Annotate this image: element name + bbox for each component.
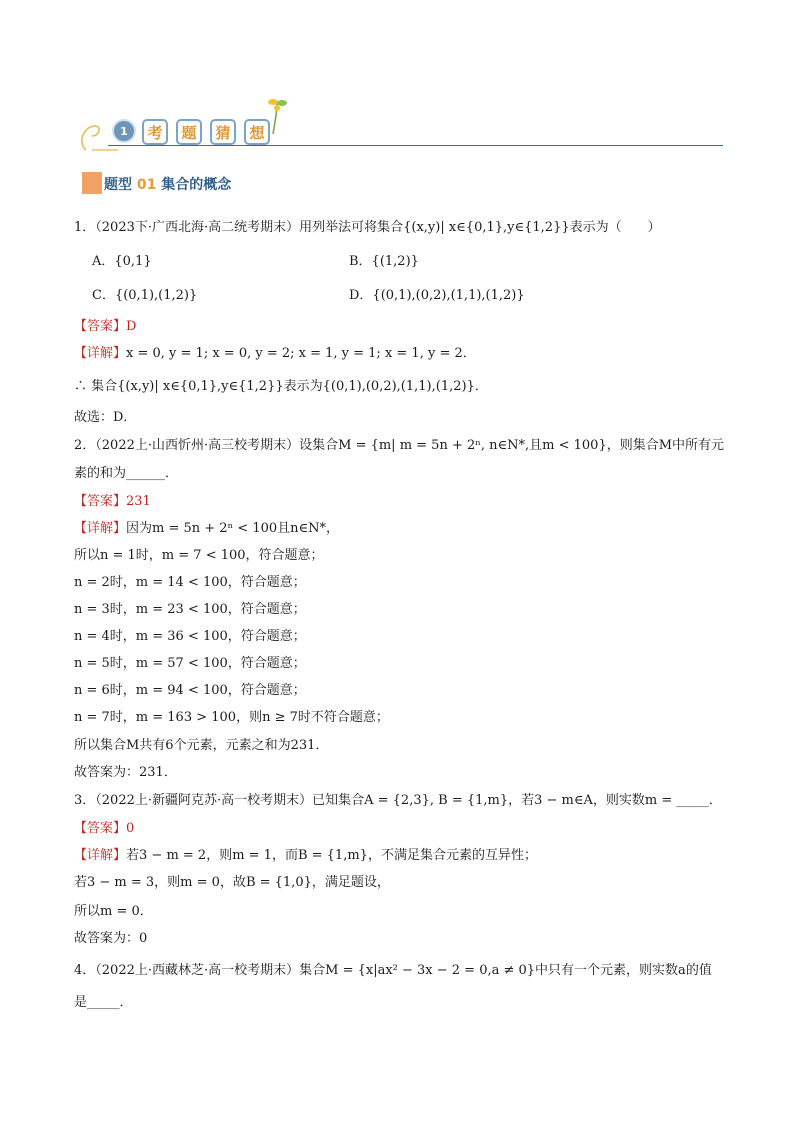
q1-option-c: C．{(0,1),(1,2)} <box>92 288 198 303</box>
section-marker <box>82 172 102 194</box>
detail-text: 若3 − m = 2，则m = 1，而B = {1,m}，不满足集合元素的互异性； <box>126 848 537 863</box>
q2-detail <box>74 520 339 538</box>
q2-line: n = 5时，m = 57 < 100，符合题意； <box>74 656 306 671</box>
q2-line: 所以n = 1时，m = 7 < 100，符合题意； <box>74 548 324 563</box>
detail-tag: 【详解】 <box>74 521 127 536</box>
answer-value: 231 <box>126 494 151 509</box>
q3-stem: 3．（2022上·新疆阿克苏·高一校考期末）已知集合A = {2,3}, B = {1,m}，若3 − m∈A，则实数m = _____． <box>74 793 722 808</box>
q2-line: 故答案为：231． <box>74 765 177 780</box>
detail-text: x = 0, y = 1; x = 0, y = 2; x = 1, y = 1; x = 1, y = 2． <box>126 346 476 361</box>
q1-option-a: A．{0,1} <box>92 254 152 269</box>
q2-line: n = 2时，m = 14 < 100，符合题意； <box>74 575 306 590</box>
q2-line: 所以集合M共有6个元素，元素之和为231． <box>74 738 329 753</box>
q2-stem-line-2: 素的和为______． <box>74 466 179 481</box>
detail-text: 因为m = 5n + 2ⁿ < 100且n∈N*， <box>126 521 340 536</box>
q3-answer <box>74 820 134 838</box>
q4-stem-line-2: 是_____． <box>74 995 133 1010</box>
answer-tag: 【答案】 <box>74 319 127 334</box>
section-title <box>104 174 231 194</box>
banner-tile-1: 考 <box>142 119 168 145</box>
q1-option-b: B．{(1,2)} <box>349 254 419 269</box>
q2-line: n = 6时，m = 94 < 100，符合题意； <box>74 683 306 698</box>
q4-stem-line-1: 4．（2022上·西藏林芝·高一校考期末）集合M = {x|ax² − 3x − 2 = 0,a ≠ 0}中只有一个元素，则实数a的值 <box>74 963 712 978</box>
detail-tag: 【详解】 <box>74 346 127 361</box>
q2-line: n = 4时，m = 36 < 100，符合题意； <box>74 629 306 644</box>
q1-detail-line-3: 故选：D． <box>74 410 137 425</box>
q2-stem-line-1: 2．（2022上·山西忻州·高三校考期末）设集合M = {m| m = 5n + 2ⁿ, n∈N*,且m < 100}，则集合M中所有元 <box>74 438 725 453</box>
answer-tag: 【答案】 <box>74 494 127 509</box>
sprout-icon <box>263 96 293 136</box>
q1-stem: 1．（2023下·广西北海·高二统考期末）用列举法可将集合{(x,y)| x∈{0,1},y∈{1,2}}表示为（ ） <box>74 220 661 235</box>
q1-detail <box>74 345 476 363</box>
q3-detail <box>74 847 537 865</box>
q1-detail-line-2: ∴ 集合{(x,y)| x∈{0,1},y∈{1,2}}表示为{(0,1),(0,2),(1,1),(1,2)}． <box>74 379 488 394</box>
chapter-banner <box>78 96 723 152</box>
q2-line: n = 3时，m = 23 < 100，符合题意； <box>74 602 306 617</box>
detail-tag: 【详解】 <box>74 848 127 863</box>
section-prefix: 题型 <box>104 177 132 193</box>
q3-line: 若3 − m = 3，则m = 0，故B = {1,0}，满足题设， <box>74 875 390 890</box>
section-number: 01 <box>136 177 157 193</box>
banner-tile-2: 题 <box>176 119 202 145</box>
answer-tag: 【答案】 <box>74 821 127 836</box>
q2-answer <box>74 493 151 511</box>
answer-value: D <box>126 319 137 334</box>
answer-value: 0 <box>126 821 135 836</box>
banner-divider <box>108 145 723 146</box>
banner-tile-3: 猜 <box>210 119 236 145</box>
q3-line: 所以m = 0． <box>74 904 153 919</box>
q1-answer <box>74 318 136 336</box>
section-number-badge: 1 <box>112 119 136 143</box>
banner-tile-4: 想 <box>244 119 270 145</box>
section-title-text: 集合的概念 <box>161 177 232 193</box>
q1-option-d: D．{(0,1),(0,2),(1,1),(1,2)} <box>349 288 525 303</box>
q3-line: 故答案为：0 <box>74 931 148 946</box>
q2-line: n = 7时，m = 163 > 100，则n ≥ 7时不符合题意； <box>74 710 389 725</box>
